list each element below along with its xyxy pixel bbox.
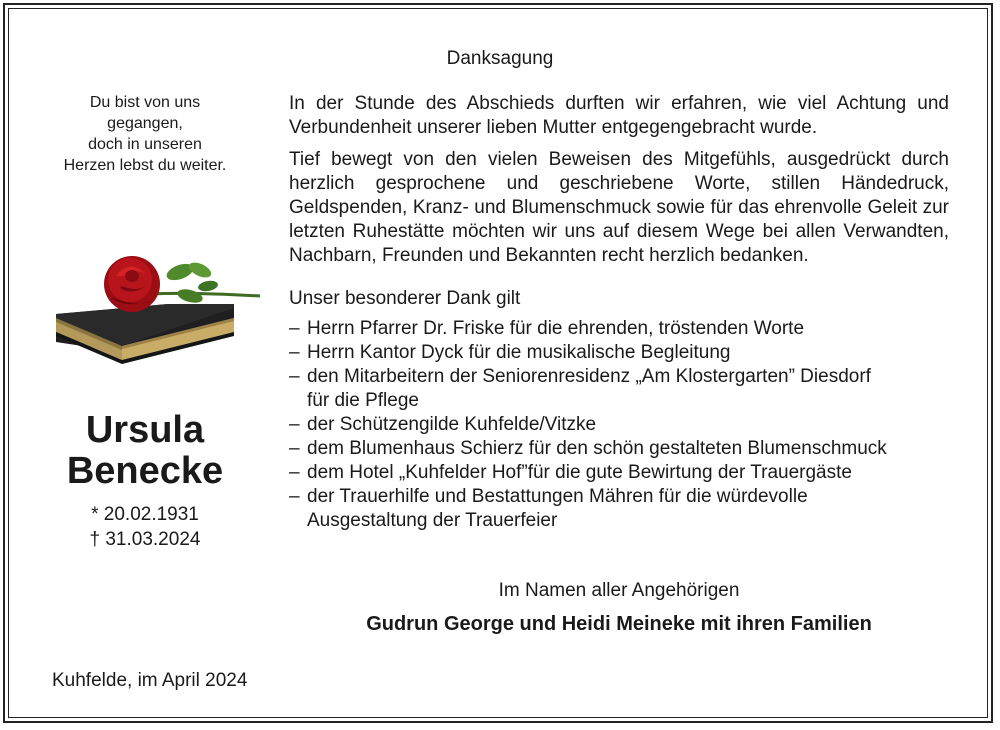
dash-bullet: – bbox=[289, 438, 300, 459]
list-item-text: der Trauerhilfe und Bestattungen Mähren für die würdevolle Ausgestaltung der Trauerfeier bbox=[307, 486, 808, 531]
rose-on-book-image bbox=[50, 246, 262, 368]
dash-bullet: – bbox=[289, 318, 300, 339]
signers: Gudrun George und Heidi Meineke mit ihren Familien bbox=[366, 613, 872, 635]
list-item-text: der Schützengilde Kuhfelde/Vitzke bbox=[307, 414, 597, 435]
motto-line: Du bist von uns bbox=[89, 94, 201, 111]
thanks-paragraph: In der Stunde des Abschieds durften wir erfahren, wie viel Achtung und Verbundenheit unserer lieben Mutter entgegengebracht wurde. bbox=[289, 93, 949, 138]
motto-line: Herzen lebst du weiter. bbox=[63, 157, 227, 174]
list-item bbox=[289, 485, 949, 533]
closing-line: Im Namen aller Angehörigen bbox=[498, 580, 740, 601]
list-item-text: dem Hotel „Kuhfelder Hof”für die gute Bewirtung der Trauergäste bbox=[307, 462, 852, 483]
birth-date: * 20.02.1931 bbox=[91, 504, 199, 525]
thanks-list bbox=[289, 317, 949, 533]
list-item bbox=[289, 437, 949, 461]
list-item-text: den Mitarbeitern der Seniorenresidenz „Am Klostergarten” Diesdorf für die Pflege bbox=[307, 366, 871, 411]
dash-bullet: – bbox=[289, 366, 300, 387]
dash-bullet: – bbox=[289, 486, 300, 507]
list-item-text: dem Blumenhaus Schierz für den schön gestalteten Blumenschmuck bbox=[307, 438, 887, 459]
list-item bbox=[289, 317, 949, 341]
list-item bbox=[289, 365, 949, 413]
thanks-paragraph: Tief bewegt von den vielen Beweisen des Mitgefühls, ausgedrückt durch herzlich gesprochene und geschriebene Worte, stillen Händedruck, Geldspenden, Kranz- und Blumenschmuck sowie für das ehrenvolle Geleit zur letzten Ruhestätte möchten wir uns auf diesem Wege bei allen Verwandten, Nachbarn, Freunden und Bekannten recht herzlich bedanken. bbox=[289, 149, 949, 266]
life-dates bbox=[40, 502, 250, 552]
motto bbox=[40, 92, 250, 176]
list-item bbox=[289, 413, 949, 437]
deceased-first-name: Ursula bbox=[85, 409, 205, 451]
dash-bullet: – bbox=[289, 342, 300, 363]
list-item-text: Herrn Pfarrer Dr. Friske für die ehrenden, tröstenden Worte bbox=[307, 318, 805, 339]
dash-bullet: – bbox=[289, 414, 300, 435]
death-date: † 31.03.2024 bbox=[89, 529, 201, 550]
notice-heading: Danksagung bbox=[446, 48, 554, 69]
thanks-body bbox=[289, 92, 949, 533]
place-date: Kuhfelde, im April 2024 bbox=[52, 670, 248, 691]
list-item bbox=[289, 341, 949, 365]
deceased-name bbox=[40, 410, 250, 492]
deceased-last-name: Benecke bbox=[66, 450, 224, 492]
motto-line: gegangen, bbox=[107, 115, 183, 132]
list-item-text: Herrn Kantor Dyck für die musikalische Begleitung bbox=[307, 342, 731, 363]
special-thanks-heading: Unser besonderer Dank gilt bbox=[289, 288, 521, 309]
list-item bbox=[289, 461, 949, 485]
dash-bullet: – bbox=[289, 462, 300, 483]
motto-line: doch in unseren bbox=[88, 136, 202, 153]
